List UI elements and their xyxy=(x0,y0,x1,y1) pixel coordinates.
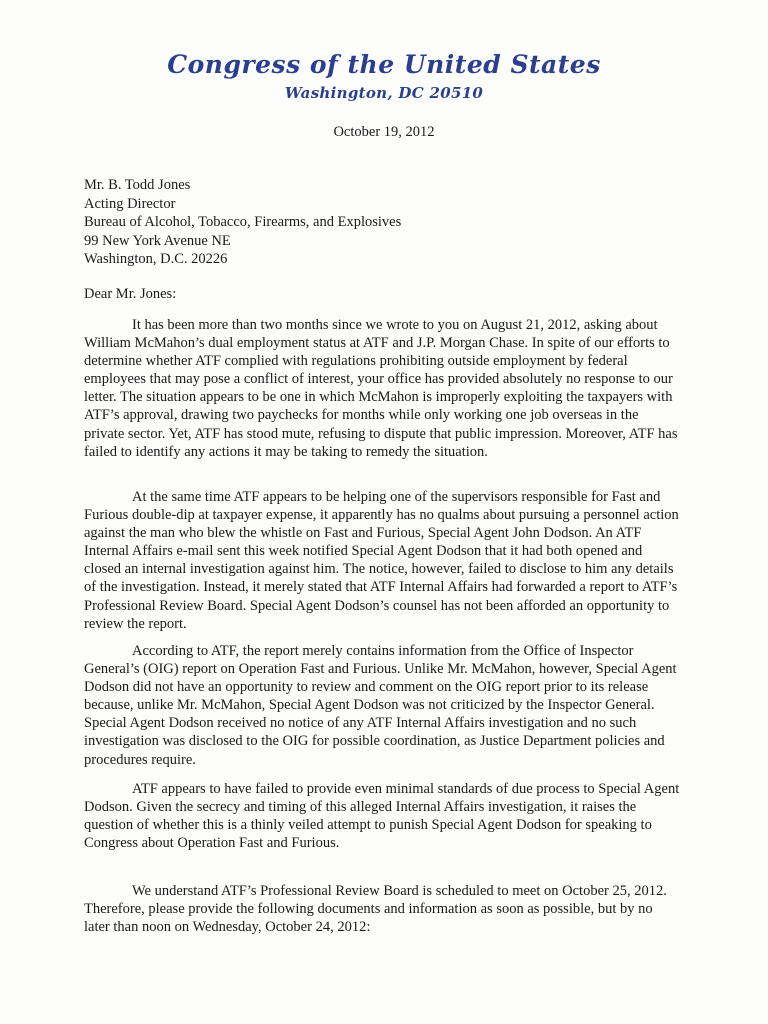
letterhead-title: Congress of the United States xyxy=(167,50,601,79)
recipient-agency: Bureau of Alcohol, Tobacco, Firearms, and Explosives xyxy=(84,214,402,231)
letter-date: October 19, 2012 xyxy=(333,124,435,140)
recipient-title: Acting Director xyxy=(84,195,176,212)
body-paragraph-3: According to ATF, the report merely contains information from the Office of Inspector General’s (OIG) report on Operation Fast and Furious. Unlike Mr. McMahon, however, Special Agent Dodson did not have an opportunity to review and comment on the OIG report prior to its release because, unlike Mr. McMahon, Special Agent Dodson was not criticized by the Inspector General. Special Agent Dodson received no notice of any ATF Internal Affairs investigation and no such investigation was disclosed to the OIG for possible coordination, as Justice Department policies and procedures require. xyxy=(84,643,677,768)
body-paragraph-5: We understand ATF’s Professional Review Board is scheduled to meet on October 25, 2012. Therefore, please provide the following documents and information as soon as possible, but by no later than noon on Wednesday, October 24, 2012: xyxy=(84,883,667,936)
body-paragraph-2: At the same time ATF appears to be helping one of the supervisors responsible for Fast and Furious double-dip at taxpayer expense, it apparently has no qualms about pursuing a personnel action against the man who blew the whistle on Fast and Furious, Special Agent John Dodson. An ATF Internal Affairs e-mail sent this week notified Special Agent Dodson that it had both opened and closed an internal investigation against him. The notice, however, failed to disclose to him any details of the investigation. Instead, it merely stated that ATF Internal Affairs had forwarded a report to ATF’s Professional Review Board. Special Agent Dodson’s counsel has not been afforded an opportunity to review the report. xyxy=(84,489,679,632)
body-paragraph-4: ATF appears to have failed to provide even minimal standards of due process to Special Agent Dodson. Given the secrecy and timing of this alleged Internal Affairs investigation, it raises the question of whether this is a thinly veiled attempt to punish Special Agent Dodson for speaking to Congress about Operation Fast and Furious. xyxy=(84,781,680,852)
recipient-name: Mr. B. Todd Jones xyxy=(84,177,191,193)
recipient-street: 99 New York Avenue NE xyxy=(84,232,231,249)
body-paragraph-1: It has been more than two months since we wrote to you on August 21, 2012, asking about William McMahon’s dual employment status at ATF and J.P. Morgan Chase. In spite of our efforts to determine whether ATF complied with regulations prohibiting outside employment by federal employees that may pose a conflict of interest, your office has provided absolutely no response to our letter. The situation appears to be one in which McMahon is improperly exploiting the taxpayers with ATF’s approval, drawing two paychecks for months while only working one job overseas in the private sector. Yet, ATF has stood mute, refusing to dispute that public impression. Moreover, ATF has failed to identify any actions it may be taking to remedy the situation. xyxy=(84,317,678,460)
recipient-city: Washington, D.C. 20226 xyxy=(84,251,228,268)
recipient-address xyxy=(84,176,401,269)
salutation: Dear Mr. Jones: xyxy=(84,286,177,302)
letterhead-address: Washington, DC 20510 xyxy=(284,84,484,102)
